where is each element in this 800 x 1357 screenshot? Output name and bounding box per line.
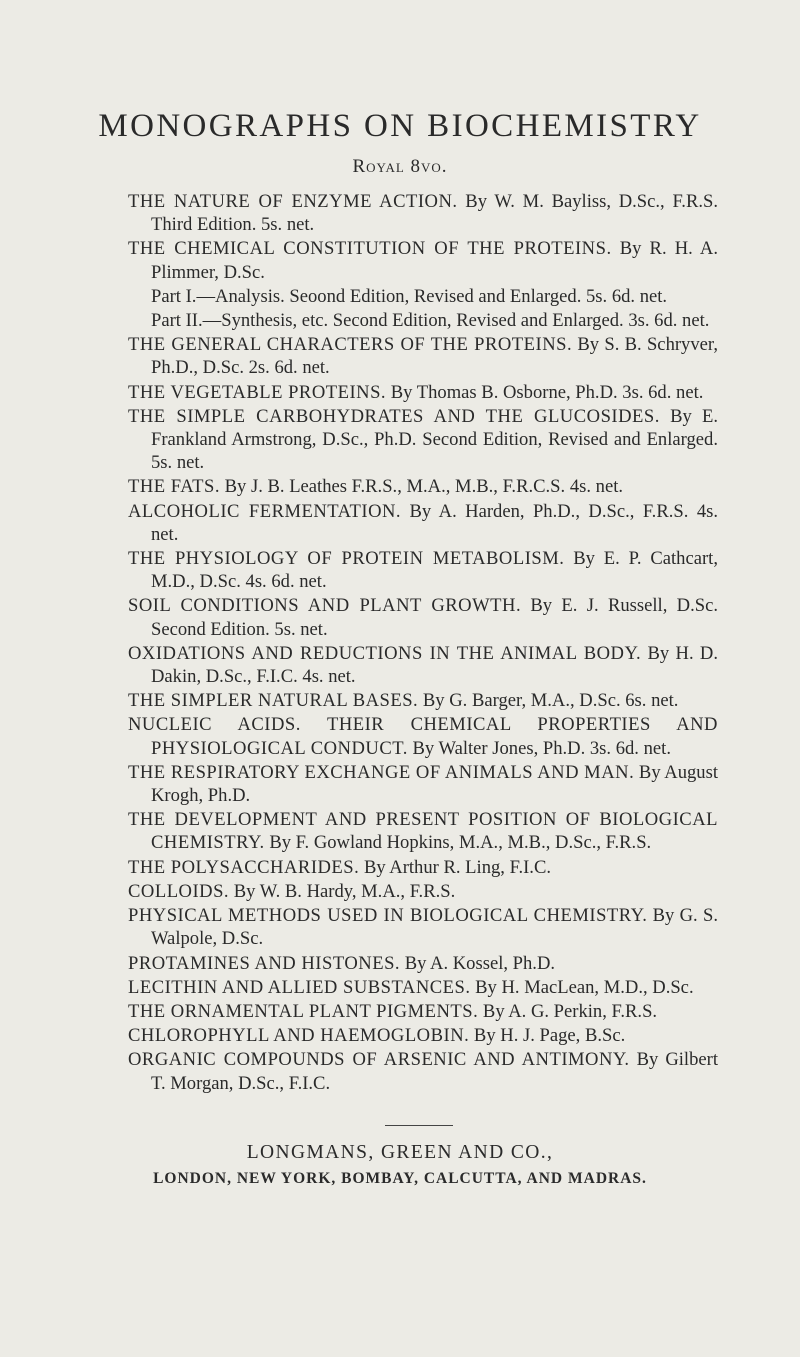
format-subtitle: Royal 8vo. (352, 156, 448, 177)
book-title: THE SIMPLE CARBOHYDRATES AND THE GLUCOSIDES. (128, 405, 660, 427)
book-title: THE CHEMICAL CONSTITUTION OF THE PROTEINS. (128, 238, 612, 260)
book-title: THE NATURE OF ENZYME ACTION. (128, 191, 458, 212)
list-item (128, 381, 718, 404)
book-title: SOIL CONDITIONS AND PLANT GROWTH. (128, 595, 522, 617)
book-details: By A. Harden, Ph.D., D.Sc., F.R.S. 4s. net. (151, 500, 718, 545)
book-title: THE SIMPLER NATURAL BASES. (128, 690, 419, 712)
list-item (128, 333, 718, 379)
book-title: THE RESPIRATORY EXCHANGE OF ANIMALS AND MAN. (128, 761, 635, 783)
book-title: ORGANIC COMPOUNDS OF ARSENIC AND ANTIMONY. (128, 1049, 630, 1071)
book-details: By Thomas B. Osborne, Ph.D. 3s. 6d. net. (386, 381, 704, 403)
book-title: PROTAMINES AND HISTONES. (128, 952, 401, 974)
page-title: MONOGRAPHS ON BIOCHEMISTRY (98, 108, 702, 144)
list-item (128, 856, 718, 879)
book-list (128, 190, 718, 1096)
book-details: By H. MacLean, M.D., D.Sc. (470, 976, 694, 998)
publisher-name: LONGMANS, GREEN AND CO., (246, 1142, 554, 1163)
book-details: By W. M. Bayliss, D.Sc., F.R.S. Third Edition. 5s. net. (151, 191, 718, 236)
list-item (128, 808, 718, 854)
book-title: THE FATS. (128, 476, 220, 498)
book-details: By E. P. Cathcart, M.D., D.Sc. 4s. 6d. net. (151, 548, 718, 593)
book-details: By R. H. A. Plimmer, D.Sc. (151, 238, 718, 283)
list-item (128, 976, 718, 999)
list-item (128, 190, 718, 236)
list-item (128, 547, 718, 593)
book-title: NUCLEIC ACIDS. THEIR CHEMICAL PROPERTIES AND PHYSIOLOGICAL CONDUCT. (128, 714, 718, 759)
list-item (128, 761, 718, 807)
list-item (128, 952, 718, 975)
book-details: By E. J. Russell, D.Sc. Second Edition. 5s. net. (151, 595, 718, 640)
book-details: By Gilbert T. Morgan, D.Sc., F.I.C. (151, 1049, 718, 1094)
book-title: OXIDATIONS AND REDUCTIONS IN THE ANIMAL BODY. (128, 642, 642, 664)
book-details: By J. B. Leathes F.R.S., M.A., M.B., F.R.C.S. 4s. net. (219, 476, 624, 498)
book-title: ALCOHOLIC FERMENTATION. (128, 500, 402, 522)
list-item (128, 1000, 718, 1023)
book-title: CHLOROPHYLL AND HAEMOGLOBIN. (128, 1025, 470, 1047)
book-details: By Arthur R. Ling, F.I.C. (359, 856, 551, 878)
book-details: By S. B. Schryver, Ph.D., D.Sc. 2s. 6d. net. (151, 334, 718, 379)
list-item (128, 475, 718, 498)
publisher-cities: LONDON, NEW YORK, BOMBAY, CALCUTTA, AND MADRAS. (153, 1170, 647, 1187)
book-title: THE PHYSIOLOGY OF PROTEIN METABOLISM. (128, 548, 565, 570)
book-title: THE DEVELOPMENT AND PRESENT POSITION OF BIOLOGICAL CHEMISTRY. (128, 809, 718, 854)
book-details: By A. Kossel, Ph.D. (400, 952, 556, 974)
book-details: By A. G. Perkin, F.R.S. (478, 1000, 658, 1022)
list-item (128, 237, 718, 283)
book-details: By W. B. Hardy, M.A., F.R.S. (229, 880, 456, 902)
list-item (128, 1024, 718, 1047)
list-item (128, 1048, 718, 1094)
list-item (128, 689, 718, 712)
list-item (128, 713, 718, 759)
book-title: THE GENERAL CHARACTERS OF THE PROTEINS. (128, 334, 573, 356)
book-details: By G. Barger, M.A., D.Sc. 6s. net. (418, 690, 679, 712)
list-subitem: Part I.—Analysis. Seoond Edition, Revised and Enlarged. 5s. 6d. net. (151, 285, 668, 307)
list-item (128, 405, 718, 475)
book-details: By August Krogh, Ph.D. (151, 761, 718, 807)
book-title: COLLOIDS. (128, 880, 230, 902)
book-details: By F. Gowland Hopkins, M.A., M.B., D.Sc., F.R.S. (264, 832, 652, 854)
divider-rule (385, 1125, 453, 1126)
book-title: THE ORNAMENTAL PLANT PIGMENTS. (128, 1000, 479, 1022)
list-item (128, 500, 718, 546)
book-details: By H. D. Dakin, D.Sc., F.I.C. 4s. net. (151, 642, 718, 688)
list-item (128, 642, 718, 688)
book-title: PHYSICAL METHODS USED IN BIOLOGICAL CHEMISTRY. (128, 905, 648, 927)
list-item (128, 904, 718, 950)
list-item (128, 594, 718, 640)
book-title: THE POLYSACCHARIDES. (128, 856, 360, 878)
list-subitem: Part II.—Synthesis, etc. Second Edition, Revised and Enlarged. 3s. 6d. net. (151, 310, 710, 332)
book-details: By G. S. Walpole, D.Sc. (151, 905, 718, 950)
book-title: LECITHIN AND ALLIED SUBSTANCES. (128, 976, 471, 998)
book-title: THE VEGETABLE PROTEINS. (128, 381, 387, 403)
book-details: By Walter Jones, Ph.D. 3s. 6d. net. (407, 737, 671, 759)
list-item (128, 880, 718, 903)
book-details: By H. J. Page, B.Sc. (469, 1025, 626, 1047)
book-details: By E. Frankland Armstrong, D.Sc., Ph.D. Second Edition, Revised and Enlarged. 5s. net. (151, 405, 718, 474)
